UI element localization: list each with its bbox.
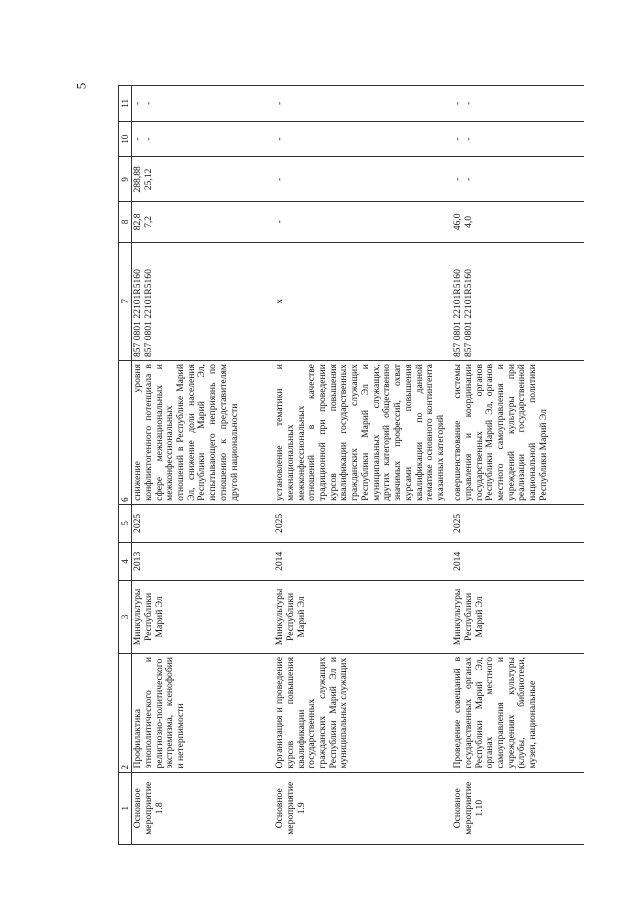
- col-header-11: 11: [119, 86, 132, 122]
- value-line: -: [452, 177, 464, 181]
- row-executor: Минкультуры Республики Марий Эл: [274, 580, 452, 653]
- table-row: [274, 86, 452, 845]
- col-header-6: 6: [119, 361, 132, 505]
- col-header-2: 2: [119, 654, 132, 773]
- row-code: Основное мероприятие 1.9: [274, 772, 452, 844]
- row-value-11: [132, 86, 275, 122]
- value-line: 7,2: [142, 215, 154, 228]
- row-start-year: 2014: [452, 542, 584, 580]
- budget-code-line: 857 0801 22101R5160: [142, 269, 154, 358]
- row-result: установление тематики и межнациональных межконфессиональных отношений в качестве традиционной при проведении курсов повышения квалификации государственных гражданских служащих Республики Марий Эл и муниципальных служащих, других категорий общественно значимых профессий, охват курсами повышения квалификации по данной тематике основного контингента указанных категорий: [274, 361, 452, 505]
- value-line: -: [462, 101, 474, 105]
- row-budget-code: [274, 242, 452, 361]
- row-value-9: [452, 157, 584, 202]
- value-line: -: [274, 177, 286, 181]
- col-header-9: 9: [119, 157, 132, 202]
- value-line: -: [142, 137, 154, 141]
- row-value-10: [274, 121, 452, 157]
- value-line: -: [132, 137, 144, 141]
- page-number: 5: [73, 82, 89, 90]
- row-value-11: [452, 86, 584, 122]
- col-header-8: 8: [119, 202, 132, 242]
- row-value-8: [274, 202, 452, 242]
- value-line: -: [274, 220, 286, 224]
- row-budget-code: [132, 242, 275, 361]
- row-end-year: 2025: [274, 504, 452, 542]
- row-executor: Минкультуры Республики Марий Эл: [452, 580, 584, 653]
- col-header-7: 7: [119, 242, 132, 361]
- col-header-5: 5: [119, 504, 132, 542]
- table-row: [452, 86, 584, 845]
- col-header-10: 10: [119, 121, 132, 157]
- table-row: [132, 86, 275, 845]
- rotated-table-container: [118, 85, 588, 845]
- budget-code-line: x: [274, 298, 286, 304]
- row-value-11: [274, 86, 452, 122]
- budget-code-line: 857 0801 22101R5160: [462, 269, 474, 358]
- row-value-9: [132, 157, 275, 202]
- row-end-year: 2025: [452, 504, 584, 542]
- value-line: 46,0: [452, 213, 464, 231]
- value-line: -: [132, 101, 144, 105]
- row-value-9: [274, 157, 452, 202]
- row-value-8: [132, 202, 275, 242]
- value-line: 82,8: [132, 213, 144, 231]
- value-line: 4,0: [462, 215, 474, 228]
- row-result: совершенствование системы управления и координации государственных органов Республики Марий Эл, органов местного самоуправления и учреждений культуры при реализации государственной национальной политики Республики Марий Эл: [452, 361, 584, 505]
- row-start-year: 2013: [132, 542, 275, 580]
- value-line: -: [274, 101, 286, 105]
- row-code: Основное мероприятие 1.8: [132, 772, 275, 844]
- row-title: Организация и проведение курсов повышения квалификации государственных гражданских служащих Республики Марий Эл и муниципальных служащих: [274, 654, 452, 773]
- row-value-8: [452, 202, 584, 242]
- row-budget-code: [452, 242, 584, 361]
- row-code: Основное мероприятие 1.10: [452, 772, 584, 844]
- col-header-1: 1: [119, 772, 132, 844]
- header-row: [119, 86, 132, 845]
- col-header-4: 4: [119, 542, 132, 580]
- value-line: -: [452, 101, 464, 105]
- value-line: 288,88: [132, 166, 144, 193]
- value-line: -: [142, 101, 154, 105]
- row-start-year: 2014: [274, 542, 452, 580]
- value-line: 25,12: [142, 168, 154, 191]
- col-header-3: 3: [119, 580, 132, 653]
- row-title: Проведение совещаний в государственных органах Республики Марий Эл, органах местного самоуправления и учреждениях культуры (клубы, библиотеки, музеи, национальные: [452, 654, 584, 773]
- row-executor: Минкультуры Республики Марий Эл: [132, 580, 275, 653]
- value-line: -: [462, 137, 474, 141]
- budget-code-line: 857 0801 22101R5160: [452, 269, 464, 358]
- row-result: снижение уровня конфликтогенного потенциала в сфере межнациональных и межконфессиональных отношений в Республике Марий Эл, снижение доли населения Республики Марий Эл, испытывающего неприязнь по отношению к представителям другой национальности: [132, 361, 275, 505]
- value-line: -: [462, 177, 474, 181]
- budget-code-line: 857 0801 22101R5160: [132, 269, 144, 358]
- value-line: -: [274, 137, 286, 141]
- row-value-10: [452, 121, 584, 157]
- row-end-year: 2025: [132, 504, 275, 542]
- program-table: [118, 85, 584, 845]
- row-title: Профилактика этнополитического и религиозно-политического экстремизма, ксенофобии и нетерпимости: [132, 654, 275, 773]
- value-line: -: [452, 137, 464, 141]
- row-value-10: [132, 121, 275, 157]
